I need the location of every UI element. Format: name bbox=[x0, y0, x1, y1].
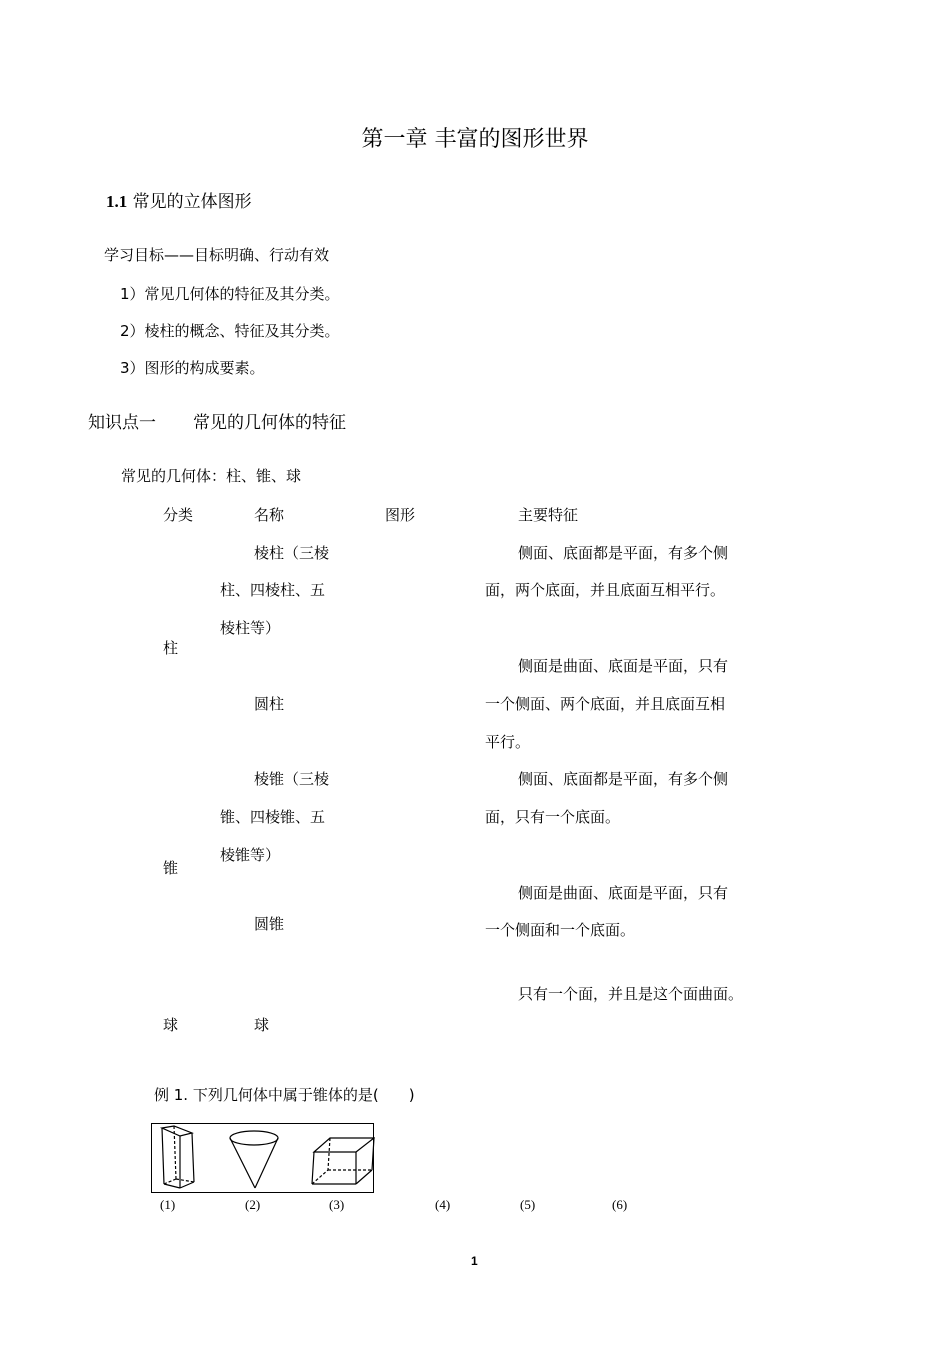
table-category: 柱 bbox=[163, 639, 179, 657]
shape-name-line: 圆锥 bbox=[254, 915, 285, 933]
feature-line: 面，只有一个底面。 bbox=[485, 808, 621, 826]
figure-label: (2) bbox=[245, 1197, 261, 1212]
feature-line: 侧面是曲面、底面是平面，只有 bbox=[518, 884, 729, 902]
table-header: 名称 bbox=[254, 506, 285, 524]
feature-line: 一个侧面、两个底面，并且底面互相 bbox=[485, 695, 726, 713]
feature-line: 侧面、底面都是平面，有多个侧 bbox=[518, 544, 729, 562]
figure-label: (5) bbox=[520, 1197, 536, 1212]
intro-text: 常见的几何体：柱、锥、球 bbox=[121, 467, 302, 485]
figure-label: (4) bbox=[435, 1197, 451, 1212]
page-number: 1 bbox=[471, 1254, 478, 1268]
table-header: 分类 bbox=[163, 506, 194, 524]
feature-line: 侧面是曲面、底面是平面，只有 bbox=[518, 657, 729, 675]
section-number: 1.1 bbox=[106, 192, 128, 211]
shape-name-line: 棱柱（三棱 bbox=[254, 544, 330, 562]
chapter-title: 第一章 丰富的图形世界 bbox=[361, 127, 589, 152]
knowledge-point-label: 知识点一 bbox=[88, 413, 156, 433]
shape-name-line: 圆柱 bbox=[254, 695, 285, 713]
goal-item: 2）棱柱的概念、特征及其分类。 bbox=[120, 322, 340, 340]
section-heading bbox=[106, 187, 252, 212]
feature-line: 面，两个底面，并且底面互相平行。 bbox=[485, 581, 726, 599]
feature-line: 侧面、底面都是平面，有多个侧 bbox=[518, 770, 729, 788]
goals-heading: 学习目标——目标明确、行动有效 bbox=[104, 246, 330, 264]
shape-name-line: 棱锥等） bbox=[220, 846, 281, 864]
figure-label: (3) bbox=[329, 1197, 345, 1212]
solids-drawing bbox=[152, 1124, 375, 1194]
goal-item: 3）图形的构成要素。 bbox=[120, 359, 265, 377]
shape-name-line: 棱柱等） bbox=[220, 619, 281, 637]
feature-line: 一个侧面和一个底面。 bbox=[485, 921, 636, 939]
table-header: 主要特征 bbox=[518, 506, 579, 524]
goal-item: 1）常见几何体的特征及其分类。 bbox=[120, 285, 340, 303]
cone-drawing bbox=[230, 1131, 278, 1188]
knowledge-point-title: 常见的几何体的特征 bbox=[193, 413, 346, 433]
table-category: 球 bbox=[163, 1016, 179, 1034]
figure-label: (6) bbox=[612, 1197, 628, 1212]
figure-label: (1) bbox=[160, 1197, 176, 1212]
slanted-prism-drawing bbox=[312, 1138, 374, 1184]
shape-name-line: 棱锥（三棱 bbox=[254, 770, 330, 788]
feature-line: 只有一个面，并且是这个面曲面。 bbox=[518, 985, 744, 1003]
section-title: 常见的立体图形 bbox=[132, 192, 252, 212]
shape-name-line: 锥、四棱锥、五 bbox=[220, 808, 326, 826]
solids-figure bbox=[151, 1123, 374, 1193]
prism-drawing bbox=[162, 1126, 194, 1188]
feature-line: 平行。 bbox=[485, 733, 531, 751]
example-question: 例 1. 下列几何体中属于锥体的是( ) bbox=[154, 1086, 415, 1104]
shape-name-line: 球 bbox=[254, 1016, 270, 1034]
table-category: 锥 bbox=[163, 859, 179, 877]
table-header: 图形 bbox=[385, 506, 416, 524]
shape-name-line: 柱、四棱柱、五 bbox=[220, 581, 326, 599]
